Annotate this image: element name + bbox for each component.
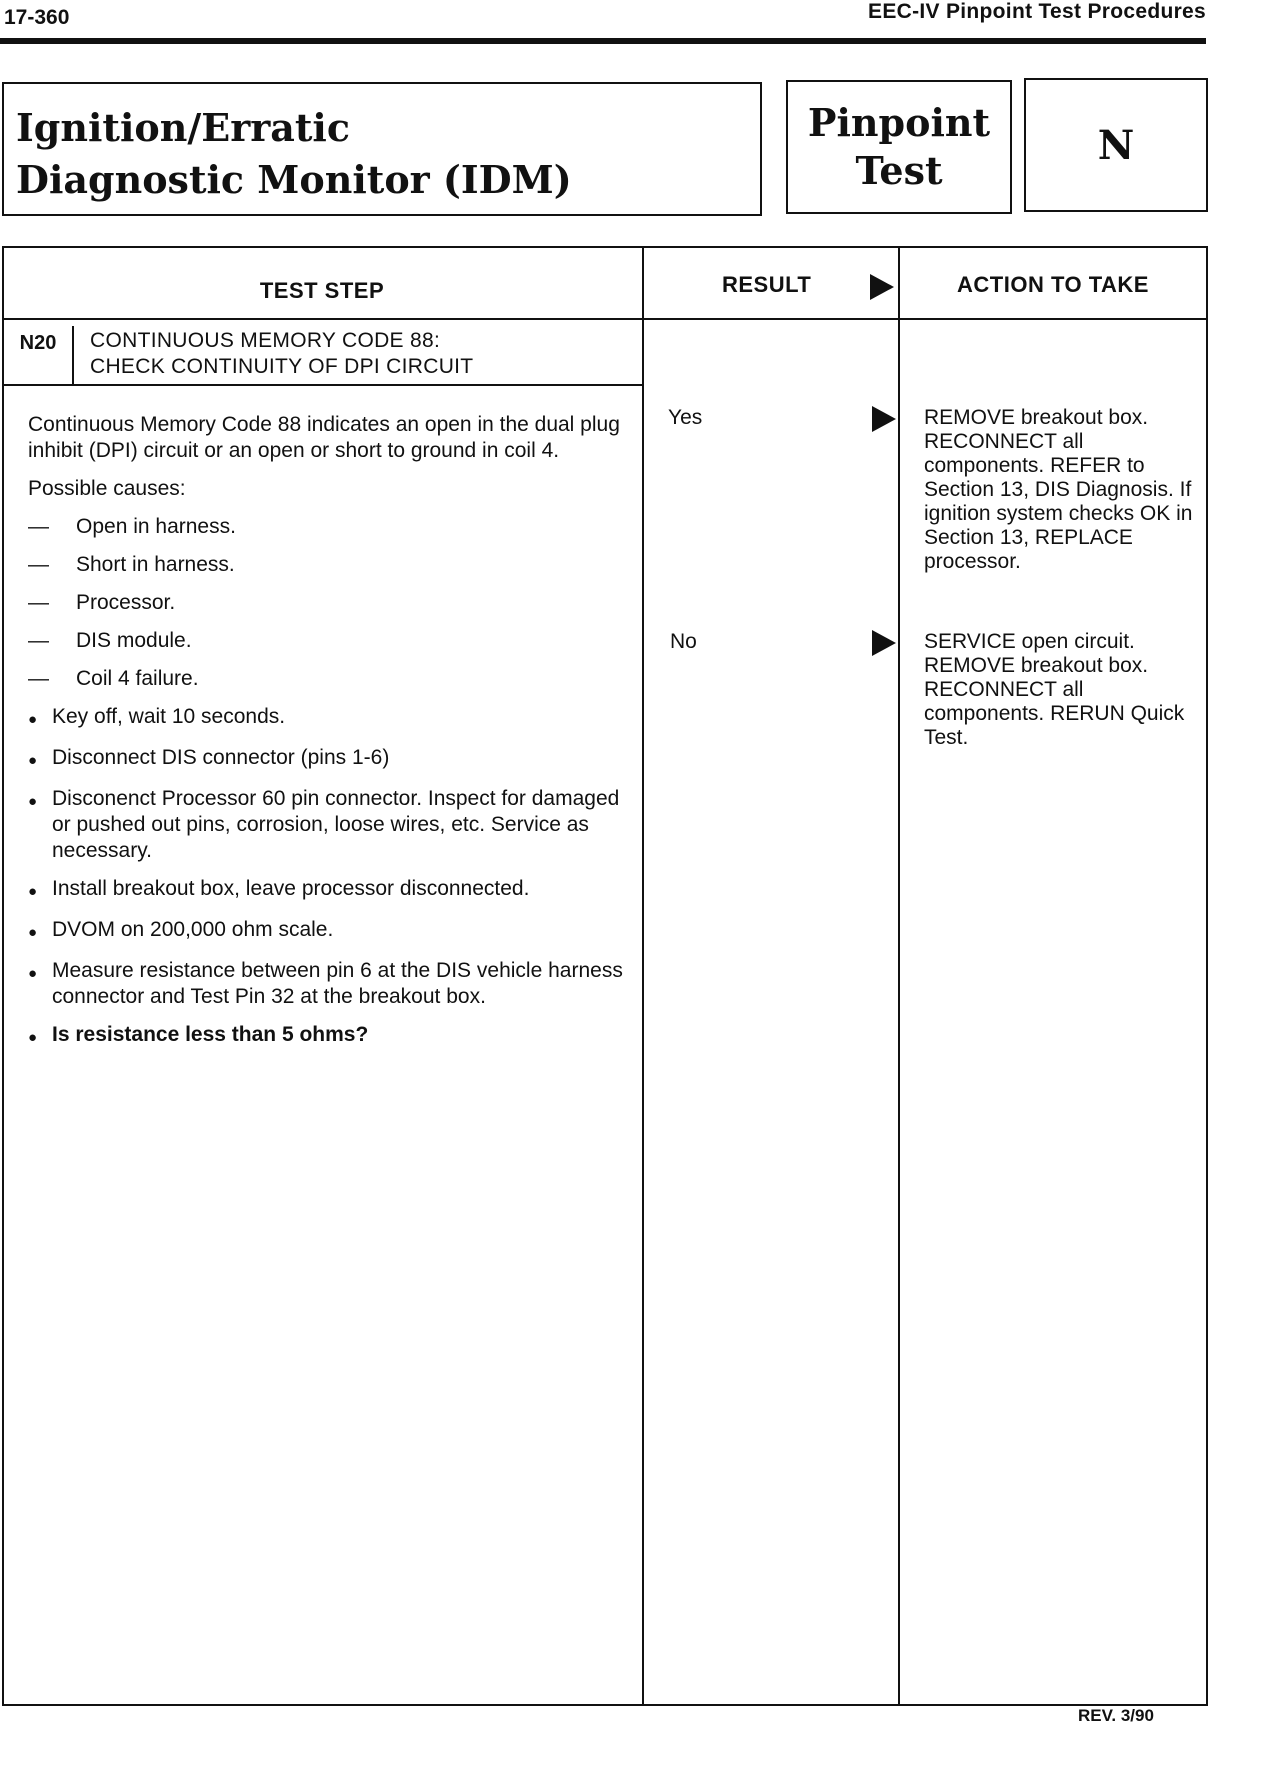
column-header-result: RESULT	[722, 272, 812, 297]
pinpoint-label-line1: Pinpoint	[807, 100, 991, 145]
test-letter-box	[1024, 78, 1208, 212]
pinpoint-label-line2: Test	[855, 148, 943, 193]
procedure-item	[28, 876, 628, 905]
cause-item: — Coil 4 failure.	[28, 667, 199, 690]
procedure-item	[28, 917, 628, 946]
procedure-item	[28, 704, 628, 733]
column-header-action: ACTION TO TAKE	[957, 272, 1149, 297]
test-title	[16, 102, 572, 206]
procedure-text: Disconenct Processor 60 pin connector. Inspect for damaged or pushed out pins, corrosion, loose wires, etc. Service as necessary.	[52, 787, 620, 862]
action-no: SERVICE open circuit. REMOVE breakout box. RECONNECT all components. RERUN Quick Test.	[924, 630, 1185, 749]
step-id: N20	[4, 326, 74, 386]
step-title	[90, 328, 473, 380]
procedure-text: Install breakout box, leave processor disconnected.	[52, 877, 530, 900]
header-rule	[0, 38, 1206, 44]
cause-item: — Short in harness.	[28, 553, 235, 576]
cause-text: Open in harness.	[76, 515, 236, 538]
question-item	[28, 1022, 628, 1051]
column-header-test-step: TEST STEP	[259, 278, 385, 303]
procedure-item	[28, 958, 628, 1010]
result-no: No	[670, 630, 697, 653]
result-arrow-icon	[872, 630, 896, 656]
bullet-icon: ●	[28, 711, 38, 728]
result-yes: Yes	[668, 406, 703, 429]
causes-label: Possible causes:	[28, 477, 186, 500]
cause-text: DIS module.	[76, 629, 192, 652]
bullet-icon: ●	[28, 793, 38, 810]
bullet-icon: ●	[28, 1029, 38, 1046]
question-text: Is resistance less than 5 ohms?	[52, 1023, 369, 1046]
page-number: 17-360	[4, 6, 70, 29]
cause-text: Short in harness.	[76, 553, 235, 576]
result-arrow-icon	[870, 274, 894, 300]
step-title-line1: CONTINUOUS MEMORY CODE 88:	[90, 329, 441, 352]
procedure-text: Measure resistance between pin 6 at the DIS vehicle harness connector and Test Pin 32 at the breakout box.	[52, 959, 623, 1008]
pinpoint-test-box	[786, 80, 1012, 214]
cause-text: Processor.	[76, 591, 176, 614]
column-divider-1	[642, 246, 644, 1706]
header-row-divider	[2, 318, 1208, 320]
procedure-text: DVOM on 200,000 ohm scale.	[52, 918, 334, 941]
step-intro: Continuous Memory Code 88 indicates an open in the dual plug inhibit (DPI) circuit or an open or short to ground in coil 4.	[28, 413, 620, 462]
revision-label: REV. 3/90	[1078, 1706, 1154, 1725]
cause-item: — DIS module.	[28, 629, 192, 652]
procedure-text: Disconnect DIS connector (pins 1-6)	[52, 746, 390, 769]
bullet-icon: ●	[28, 883, 38, 900]
bullet-icon: ●	[28, 965, 38, 982]
test-title-box	[2, 82, 762, 216]
column-divider-2	[898, 246, 900, 1706]
test-title-line1: Ignition/Erratic	[16, 105, 351, 150]
step-body	[28, 412, 628, 1063]
bullet-icon: ●	[28, 752, 38, 769]
test-letter: N	[1097, 121, 1135, 169]
procedure-item	[28, 786, 628, 864]
cause-item: — Processor.	[28, 591, 176, 614]
test-title-line2: Diagnostic Monitor (IDM)	[16, 157, 572, 202]
cause-item: — Open in harness.	[28, 515, 236, 538]
procedure-item	[28, 745, 628, 774]
bullet-icon: ●	[28, 924, 38, 941]
procedure-text: Key off, wait 10 seconds.	[52, 705, 286, 728]
cause-text: Coil 4 failure.	[76, 667, 199, 690]
result-arrow-icon	[872, 406, 896, 432]
step-title-divider	[2, 384, 644, 386]
step-title-line2: CHECK CONTINUITY OF DPI CIRCUIT	[90, 355, 474, 378]
action-yes: REMOVE breakout box. RECONNECT all components. REFER to Section 13, DIS Diagnosis. If ignition system checks OK in Section 13, REPLACE processor.	[924, 406, 1193, 573]
section-title: EEC-IV Pinpoint Test Procedures	[868, 0, 1206, 23]
